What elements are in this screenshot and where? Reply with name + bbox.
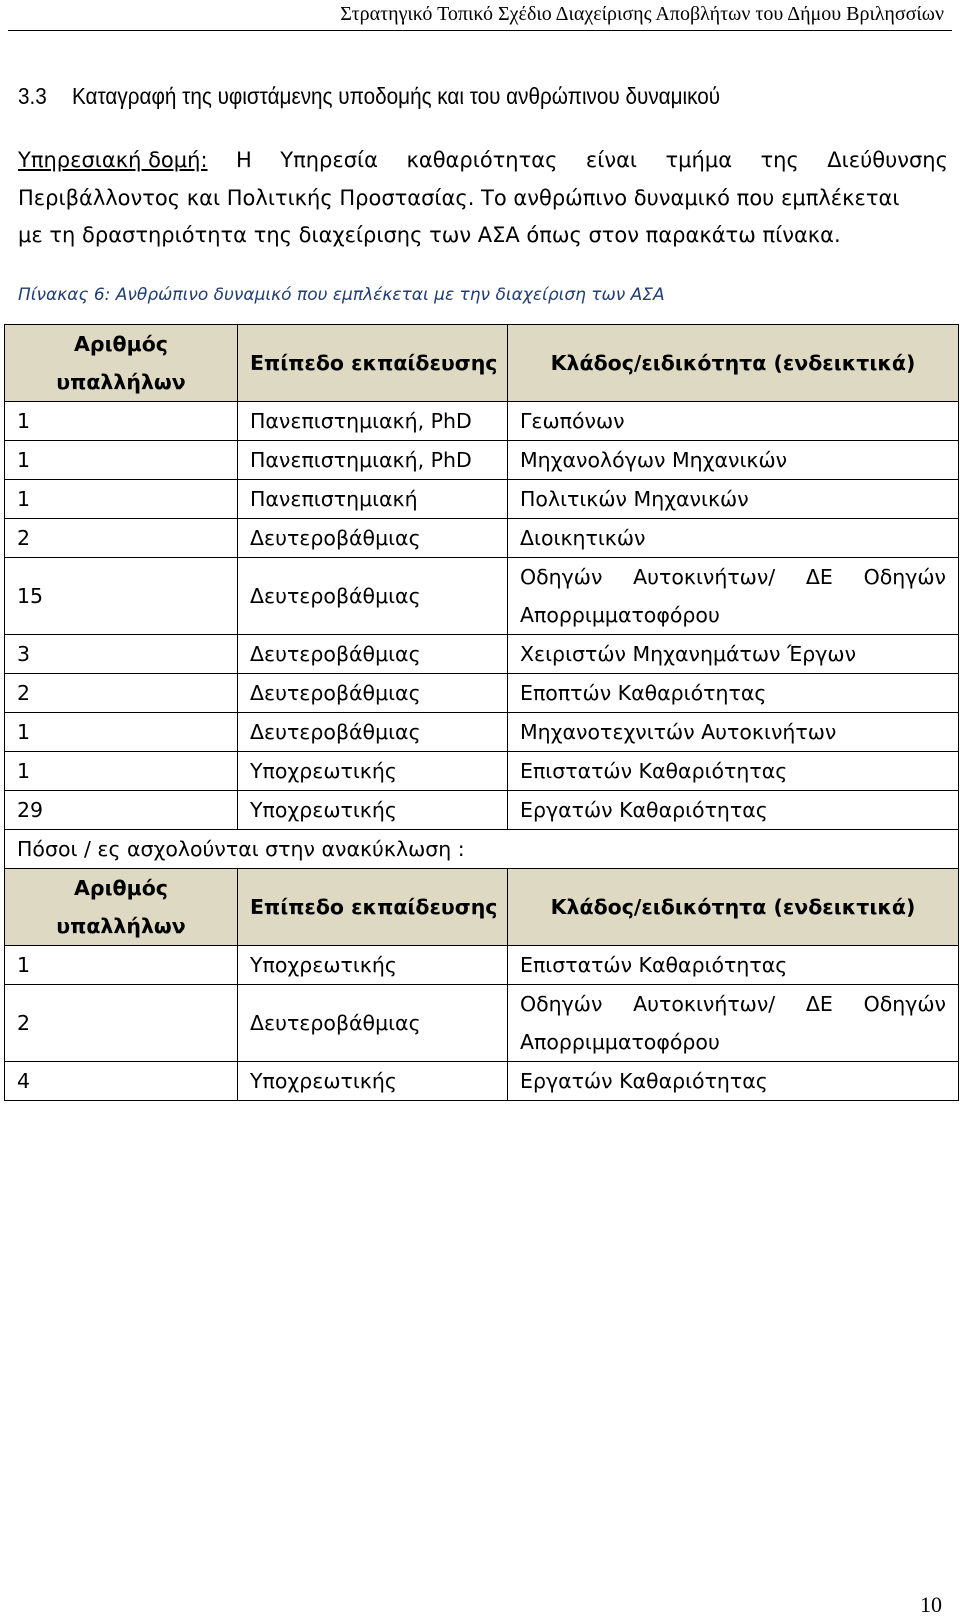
cell-specialty: Επιστατών Καθαριότητας	[508, 752, 959, 791]
cell-specialty	[508, 558, 959, 635]
cell-education: Υποχρεωτικής	[238, 752, 508, 791]
recycling-label-row	[5, 830, 959, 869]
cell-education: Υποχρεωτικής	[238, 1062, 508, 1101]
cell-count: 4	[5, 1062, 238, 1101]
cell-count: 1	[5, 402, 238, 441]
cell-education: Πανεπιστημιακή	[238, 480, 508, 519]
section-title: Καταγραφή της υφιστάμενης υποδομής και του ανθρώπινου δυναμικού	[72, 83, 721, 109]
cell-specialty: Εργατών Καθαριότητας	[508, 1062, 959, 1101]
cell-count: 2	[5, 674, 238, 713]
cell-education: Πανεπιστημιακή, PhD	[238, 402, 508, 441]
staff-table	[4, 324, 959, 1101]
table-row	[5, 985, 959, 1062]
cell-specialty: Χειριστών Μηχανημάτων Έργων	[508, 635, 959, 674]
table-row	[5, 752, 959, 791]
cell-specialty: Εποπτών Καθαριότητας	[508, 674, 959, 713]
cell-count: 1	[5, 441, 238, 480]
specialty-word: Αυτοκινήτων/	[633, 565, 776, 589]
header-specialty: Κλάδος/ειδικότητα (ενδεικτικά)	[508, 325, 959, 402]
cell-education: Δευτεροβάθμιας	[238, 985, 508, 1062]
cell-education: Δευτεροβάθμιας	[238, 558, 508, 635]
intro-word: Διεύθυνσης	[827, 148, 948, 172]
specialty-line-1	[520, 558, 946, 596]
specialty-line-2: Απορριμματοφόρου	[520, 1030, 720, 1054]
intro-word: Υπηρεσία	[280, 148, 378, 172]
intro-word: τμήμα	[665, 148, 733, 172]
specialty-word: Οδηγών	[520, 992, 603, 1016]
table-row	[5, 480, 959, 519]
cell-count: 2	[5, 985, 238, 1062]
cell-specialty: Πολιτικών Μηχανικών	[508, 480, 959, 519]
table-row	[5, 519, 959, 558]
section-number: 3.3	[18, 83, 47, 109]
table-header-row	[5, 869, 959, 946]
cell-specialty: Εργατών Καθαριότητας	[508, 791, 959, 830]
specialty-word: Οδηγών	[863, 565, 946, 589]
specialty-line-2: Απορριμματοφόρου	[520, 603, 720, 627]
cell-specialty: Μηχανοτεχνιτών Αυτοκινήτων	[508, 713, 959, 752]
specialty-word: ΔΕ	[805, 992, 833, 1016]
intro-line-2: Περιβάλλοντος και Πολιτικής Προστασίας. Το ανθρώπινο δυναμικό που εμπλέκεται	[18, 185, 900, 210]
specialty-line-1	[520, 985, 946, 1023]
specialty-word: Οδηγών	[863, 992, 946, 1016]
intro-paragraph	[18, 142, 948, 255]
intro-word: καθαριότητας	[406, 148, 558, 172]
cell-specialty: Επιστατών Καθαριότητας	[508, 946, 959, 985]
table-row	[5, 402, 959, 441]
cell-education: Δευτεροβάθμιας	[238, 519, 508, 558]
running-header: Στρατηγικό Τοπικό Σχέδιο Διαχείρισης Αποβλήτων του Δήμου Βριλησσίων	[340, 3, 944, 25]
cell-count: 1	[5, 713, 238, 752]
table-row	[5, 441, 959, 480]
table-header-row	[5, 325, 959, 402]
header-rule	[8, 30, 952, 31]
cell-education: Πανεπιστημιακή, PhD	[238, 441, 508, 480]
cell-specialty: Γεωπόνων	[508, 402, 959, 441]
header-employee-count: Αριθμός υπαλλήλων	[5, 869, 238, 946]
cell-count: 29	[5, 791, 238, 830]
table-caption: Πίνακας 6: Ανθρώπινο δυναμικό που εμπλέκεται με την διαχείριση των ΑΣΑ	[18, 285, 665, 305]
cell-count: 1	[5, 480, 238, 519]
cell-education: Δευτεροβάθμιας	[238, 674, 508, 713]
table-row	[5, 674, 959, 713]
intro-label: Υπηρεσιακή δομή:	[18, 148, 208, 172]
cell-education: Δευτεροβάθμιας	[238, 713, 508, 752]
table-row	[5, 1062, 959, 1101]
cell-count: 15	[5, 558, 238, 635]
table-row	[5, 635, 959, 674]
table-row	[5, 791, 959, 830]
recycling-label: Πόσοι / ες ασχολούνται στην ανακύκλωση :	[5, 830, 959, 869]
cell-education: Υποχρεωτικής	[238, 791, 508, 830]
cell-specialty: Διοικητικών	[508, 519, 959, 558]
cell-specialty	[508, 985, 959, 1062]
cell-count: 2	[5, 519, 238, 558]
table-row	[5, 946, 959, 985]
cell-specialty: Μηχανολόγων Μηχανικών	[508, 441, 959, 480]
header-specialty: Κλάδος/ειδικότητα (ενδεικτικά)	[508, 869, 959, 946]
cell-education: Υποχρεωτικής	[238, 946, 508, 985]
header-education-level: Επίπεδο εκπαίδευσης	[238, 325, 508, 402]
specialty-word: Αυτοκινήτων/	[633, 992, 776, 1016]
cell-education: Δευτεροβάθμιας	[238, 635, 508, 674]
intro-line-3: με τη δραστηριότητα της διαχείρισης των ΑΣΑ όπως στον παρακάτω πίνακα.	[18, 223, 841, 247]
intro-line-1	[18, 142, 948, 180]
page-number: 10	[920, 1592, 942, 1617]
cell-count: 1	[5, 946, 238, 985]
header-education-level: Επίπεδο εκπαίδευσης	[238, 869, 508, 946]
header-employee-count: Αριθμός υπαλλήλων	[5, 325, 238, 402]
section-heading	[18, 80, 720, 112]
cell-count: 1	[5, 752, 238, 791]
table-row	[5, 558, 959, 635]
intro-word: Η	[236, 148, 252, 172]
intro-word: της	[760, 148, 799, 172]
intro-word: είναι	[585, 148, 638, 172]
specialty-word: ΔΕ	[805, 565, 833, 589]
cell-count: 3	[5, 635, 238, 674]
table-row	[5, 713, 959, 752]
specialty-word: Οδηγών	[520, 565, 603, 589]
